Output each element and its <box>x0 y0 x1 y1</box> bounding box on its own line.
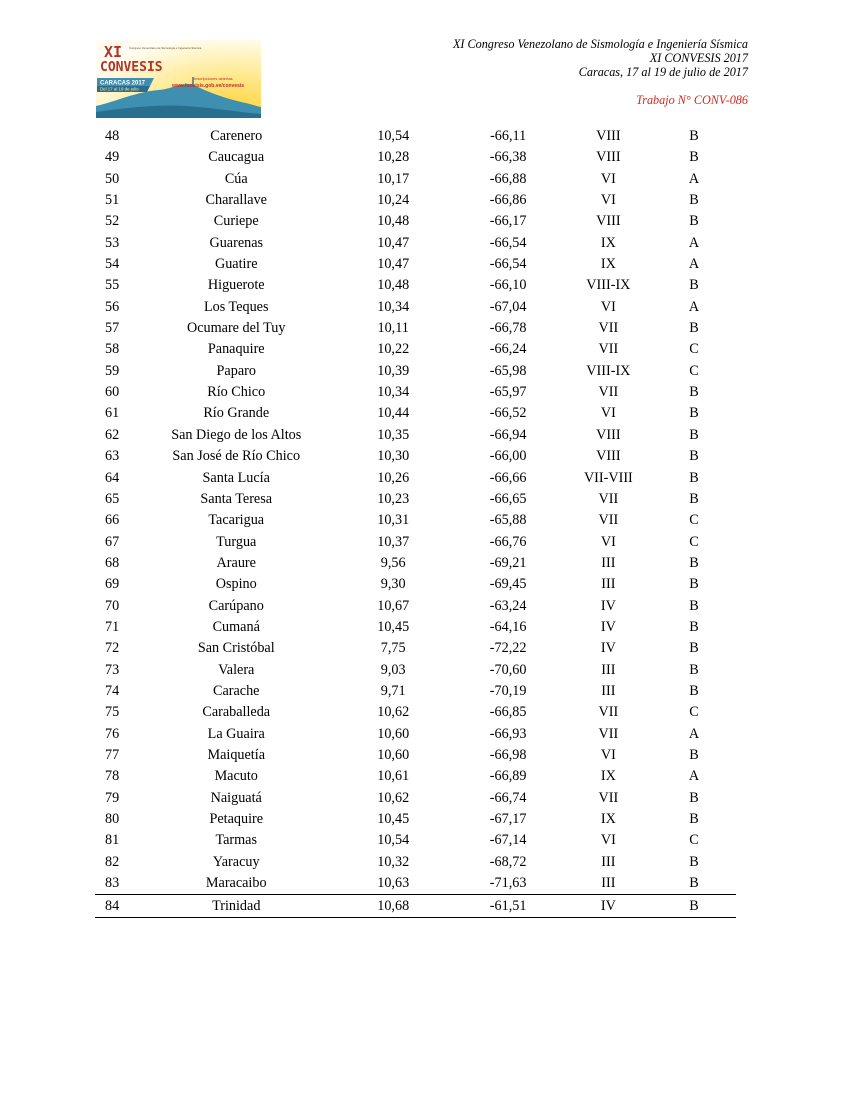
city-name-cell: Maracaibo <box>205 875 267 892</box>
logo-name: CONVESIS <box>100 60 163 75</box>
conference-title: XI Congreso Venezolano de Sismología e Ingeniería Sísmica <box>452 37 748 51</box>
class-cell: B <box>689 875 699 892</box>
intensity-cell: III <box>601 661 616 678</box>
class-cell: B <box>652 895 736 918</box>
latitude-cell: 10,54 <box>377 128 410 144</box>
class-cell: A <box>688 170 700 187</box>
intensity-cell: VII <box>598 490 619 507</box>
city-name-cell: Cumaná <box>212 618 260 635</box>
latitude-cell: 9,71 <box>380 682 406 699</box>
latitude-cell: 10,30 <box>377 448 410 465</box>
table-row <box>95 233 736 254</box>
row-number-cell: 80 <box>105 811 120 827</box>
logo-url: www.funvisis.gob.ve/convesis <box>172 83 245 89</box>
row-number-cell: 78 <box>105 768 120 785</box>
table-row <box>95 596 736 617</box>
conference-edition: XI CONVESIS 2017 <box>649 50 748 65</box>
city-name-cell: Curiepe <box>213 213 259 230</box>
latitude-cell: 10,47 <box>377 234 410 251</box>
latitude-cell: 10,67 <box>377 597 410 614</box>
row-number-cell: 67 <box>105 533 120 550</box>
intensity-cell: VI <box>600 298 616 315</box>
row-number-cell: 66 <box>105 512 120 529</box>
class-cell: B <box>689 789 699 806</box>
city-name-cell: Cúa <box>224 170 248 187</box>
longitude-cell: -61,51 <box>451 895 564 918</box>
longitude-cell: -66,54 <box>489 234 527 251</box>
longitude-cell: -67,04 <box>489 298 527 315</box>
latitude-cell: 10,17 <box>377 170 410 187</box>
class-cell: A <box>688 725 700 742</box>
latitude-cell: 9,03 <box>380 661 406 678</box>
latitude-cell: 10,22 <box>377 341 410 358</box>
intensity-cell: IX <box>600 768 616 785</box>
longitude-cell: -66,98 <box>489 746 527 763</box>
class-cell: B <box>689 320 699 337</box>
row-number-cell: 84 <box>95 895 138 918</box>
longitude-cell: -67,17 <box>489 811 527 827</box>
city-name-cell: Guarenas <box>209 234 264 251</box>
row-number-cell: 75 <box>105 704 120 721</box>
city-name-cell: San José de Río Chico <box>172 448 301 465</box>
table-row <box>95 190 736 211</box>
table-row <box>95 147 736 168</box>
document-header <box>453 38 748 108</box>
row-number-cell: 65 <box>105 490 120 507</box>
longitude-cell: -72,22 <box>489 640 527 657</box>
intensity-cell: IV <box>565 895 652 918</box>
row-number-cell: 63 <box>105 448 120 465</box>
longitude-cell: -66,66 <box>489 469 527 486</box>
latitude-cell: 10,68 <box>335 895 451 918</box>
class-cell: B <box>689 618 699 635</box>
table-row <box>95 788 736 809</box>
class-cell: B <box>689 661 699 678</box>
city-name-cell: Guatire <box>214 256 258 273</box>
city-name-cell: Macuto <box>214 768 258 785</box>
paper-number: Trabajo N° CONV-086 <box>636 93 748 108</box>
intensity-cell: VI <box>600 832 616 849</box>
class-cell: A <box>688 256 700 273</box>
class-cell: C <box>689 512 699 529</box>
intensity-cell: IV <box>600 618 616 635</box>
intensity-cell: III <box>601 853 616 870</box>
city-name-cell: Carúpano <box>208 597 264 614</box>
class-cell: A <box>688 234 700 251</box>
longitude-cell: -69,21 <box>489 554 527 571</box>
longitude-cell: -66,94 <box>489 426 527 443</box>
table-row <box>95 489 736 510</box>
class-cell: B <box>689 554 699 571</box>
longitude-cell: -66,93 <box>489 725 527 742</box>
latitude-cell: 10,39 <box>377 362 410 379</box>
city-name-cell: Tacarigua <box>208 512 265 529</box>
table-row <box>95 275 736 296</box>
intensity-cell: VII <box>598 725 619 742</box>
class-cell: C <box>689 362 699 379</box>
row-number-cell: 59 <box>105 362 120 379</box>
table-row <box>95 318 736 339</box>
latitude-cell: 10,44 <box>377 405 410 422</box>
convesis-logo <box>96 40 261 118</box>
table-row <box>95 852 736 873</box>
class-cell: B <box>689 128 699 144</box>
row-number-cell: 49 <box>105 149 120 166</box>
class-cell: A <box>688 298 700 315</box>
latitude-cell: 10,34 <box>377 298 410 315</box>
class-cell: B <box>689 490 699 507</box>
latitude-cell: 10,26 <box>377 469 410 486</box>
longitude-cell: -66,74 <box>489 789 527 806</box>
latitude-cell: 10,34 <box>377 384 410 401</box>
intensity-cell: IV <box>600 597 616 614</box>
city-name-cell: Carenero <box>210 128 263 144</box>
class-cell: B <box>689 405 699 422</box>
city-name-cell: Higuerote <box>207 277 265 294</box>
intensity-cell: VII <box>598 341 619 358</box>
table-row <box>95 681 736 702</box>
cities-table <box>95 126 736 918</box>
latitude-cell: 10,37 <box>377 533 410 550</box>
table-row <box>95 510 736 531</box>
row-number-cell: 57 <box>105 320 120 337</box>
logo-dates: Del 17 al 19 de julio <box>100 86 139 92</box>
intensity-cell: VII <box>598 320 619 337</box>
intensity-cell: VI <box>600 405 616 422</box>
table-row <box>95 297 736 318</box>
table-row <box>95 532 736 553</box>
table-row <box>95 403 736 424</box>
latitude-cell: 10,62 <box>377 704 410 721</box>
longitude-cell: -66,85 <box>489 704 527 721</box>
table-row <box>95 873 736 895</box>
intensity-cell: III <box>601 576 616 593</box>
table-row <box>95 339 736 360</box>
latitude-cell: 10,31 <box>377 512 410 529</box>
latitude-cell: 10,48 <box>377 277 410 294</box>
longitude-cell: -67,14 <box>489 832 527 849</box>
longitude-cell: -65,98 <box>489 362 527 379</box>
class-cell: C <box>689 341 699 358</box>
city-name-cell: Valera <box>218 661 255 678</box>
class-cell: B <box>689 853 699 870</box>
longitude-cell: -66,24 <box>489 341 527 358</box>
longitude-cell: -66,65 <box>489 490 527 507</box>
table-row <box>95 468 736 489</box>
table-row <box>95 382 736 403</box>
latitude-cell: 9,30 <box>380 576 406 593</box>
longitude-cell: -63,24 <box>489 597 527 614</box>
class-cell: B <box>689 277 699 294</box>
intensity-cell: III <box>601 875 616 892</box>
city-name-cell: Yaracuy <box>212 853 260 870</box>
intensity-cell: VII <box>598 512 619 529</box>
table-row <box>95 361 736 382</box>
city-name-cell: Araure <box>216 554 256 571</box>
longitude-cell: -66,52 <box>489 405 527 422</box>
latitude-cell: 9,56 <box>380 554 406 571</box>
intensity-cell: VII <box>598 704 619 721</box>
class-cell: B <box>689 576 699 593</box>
longitude-cell: -71,63 <box>489 875 527 892</box>
row-number-cell: 62 <box>105 426 120 443</box>
intensity-cell: VIII-IX <box>586 362 631 379</box>
intensity-cell: VIII <box>596 128 621 144</box>
row-number-cell: 55 <box>105 277 120 294</box>
class-cell: B <box>689 192 699 209</box>
latitude-cell: 10,63 <box>377 875 410 892</box>
table-row <box>95 660 736 681</box>
latitude-cell: 10,28 <box>377 149 410 166</box>
longitude-cell: -66,10 <box>489 277 527 294</box>
class-cell: B <box>689 746 699 763</box>
city-name-cell: Ospino <box>215 576 257 593</box>
city-name-cell: Paparo <box>216 362 256 379</box>
city-name-cell: Río Grande <box>203 405 270 422</box>
intensity-cell: VIII <box>596 213 621 230</box>
city-name-cell: Trinidad <box>138 895 335 918</box>
city-name-cell: La Guaira <box>207 725 265 742</box>
intensity-cell: VIII <box>596 149 621 166</box>
intensity-cell: III <box>601 682 616 699</box>
intensity-cell: VIII <box>596 448 621 465</box>
longitude-cell: -66,86 <box>489 192 527 209</box>
class-cell: B <box>689 811 699 827</box>
intensity-cell: VIII-IX <box>586 277 631 294</box>
table-row <box>95 574 736 595</box>
intensity-cell: VI <box>600 533 616 550</box>
table-row <box>95 638 736 659</box>
class-cell: B <box>689 149 699 166</box>
row-number-cell: 76 <box>105 725 120 742</box>
row-number-cell: 48 <box>105 128 120 144</box>
row-number-cell: 68 <box>105 554 120 571</box>
logo-registration: Inscripciones abiertas <box>194 76 233 81</box>
row-number-cell: 50 <box>105 170 120 187</box>
latitude-cell: 10,60 <box>377 725 410 742</box>
table-row <box>95 254 736 275</box>
city-name-cell: Santa Lucía <box>202 469 270 486</box>
conference-place-dates: Caracas, 17 al 19 de julio de 2017 <box>578 64 748 79</box>
longitude-cell: -66,78 <box>489 320 527 337</box>
class-cell: C <box>689 832 699 849</box>
class-cell: C <box>689 533 699 550</box>
row-number-cell: 73 <box>105 661 120 678</box>
row-number-cell: 58 <box>105 341 120 358</box>
city-name-cell: Santa Teresa <box>200 490 273 507</box>
row-number-cell: 53 <box>105 234 120 251</box>
city-name-cell: Petaquire <box>209 811 264 827</box>
latitude-cell: 10,54 <box>377 832 410 849</box>
city-name-cell: Carache <box>213 682 260 699</box>
logo-ribbon: CARACAS 2017 <box>100 80 146 87</box>
row-number-cell: 69 <box>105 576 120 593</box>
row-number-cell: 79 <box>105 789 120 806</box>
latitude-cell: 10,35 <box>377 426 410 443</box>
latitude-cell: 7,75 <box>380 640 406 657</box>
latitude-cell: 10,32 <box>377 853 410 870</box>
city-name-cell: Maiquetía <box>207 746 265 763</box>
city-name-cell: Charallave <box>205 192 267 209</box>
table-row <box>95 617 736 638</box>
intensity-cell: VII <box>598 789 619 806</box>
latitude-cell: 10,23 <box>377 490 410 507</box>
latitude-cell: 10,48 <box>377 213 410 230</box>
intensity-cell: VI <box>600 192 616 209</box>
table-row <box>95 766 736 787</box>
longitude-cell: -69,45 <box>489 576 527 593</box>
table-row <box>95 809 736 830</box>
class-cell: A <box>688 768 700 785</box>
table-row <box>95 724 736 745</box>
class-cell: B <box>689 597 699 614</box>
city-name-cell: Tarmas <box>215 832 258 849</box>
class-cell: B <box>689 640 699 657</box>
table-row <box>95 126 736 147</box>
table-row <box>95 702 736 723</box>
longitude-cell: -66,38 <box>489 149 527 166</box>
class-cell: B <box>689 213 699 230</box>
city-name-cell: Panaquire <box>207 341 265 358</box>
logo-subtitle: Congreso Venezolano de Sismología e Ingeniería Sísmica <box>129 46 202 50</box>
logo-roman: XI <box>104 43 123 61</box>
row-number-cell: 71 <box>105 618 120 635</box>
class-cell: C <box>689 704 699 721</box>
row-number-cell: 74 <box>105 682 120 699</box>
latitude-cell: 10,11 <box>377 320 409 337</box>
class-cell: B <box>689 384 699 401</box>
longitude-cell: -70,19 <box>489 682 527 699</box>
intensity-cell: VII-VIII <box>583 469 633 486</box>
longitude-cell: -70,60 <box>489 661 527 678</box>
latitude-cell: 10,24 <box>377 192 410 209</box>
intensity-cell: VI <box>600 170 616 187</box>
city-name-cell: Ocumare del Tuy <box>186 320 286 337</box>
city-name-cell: Los Teques <box>203 298 269 315</box>
longitude-cell: -65,88 <box>489 512 527 529</box>
intensity-cell: IV <box>600 640 616 657</box>
intensity-cell: III <box>601 554 616 571</box>
longitude-cell: -64,16 <box>489 618 527 635</box>
longitude-cell: -65,97 <box>489 384 527 401</box>
table-row <box>95 895 736 918</box>
longitude-cell: -66,17 <box>489 213 527 230</box>
latitude-cell: 10,60 <box>377 746 410 763</box>
class-cell: B <box>689 682 699 699</box>
row-number-cell: 83 <box>105 875 120 892</box>
longitude-cell: -66,54 <box>489 256 527 273</box>
table-row <box>95 169 736 190</box>
row-number-cell: 64 <box>105 469 120 486</box>
table-row <box>95 830 736 851</box>
latitude-cell: 10,45 <box>377 618 410 635</box>
table-row <box>95 446 736 467</box>
table-row <box>95 211 736 232</box>
city-name-cell: San Cristóbal <box>197 640 275 657</box>
row-number-cell: 77 <box>105 746 120 763</box>
intensity-cell: VI <box>600 746 616 763</box>
longitude-cell: -66,88 <box>489 170 527 187</box>
latitude-cell: 10,47 <box>377 256 410 273</box>
longitude-cell: -66,89 <box>489 768 527 785</box>
row-number-cell: 56 <box>105 298 120 315</box>
row-number-cell: 72 <box>105 640 120 657</box>
city-name-cell: Caraballeda <box>202 704 271 721</box>
longitude-cell: -66,76 <box>489 533 527 550</box>
table-row <box>95 745 736 766</box>
longitude-cell: -66,00 <box>489 448 527 465</box>
row-number-cell: 82 <box>105 853 120 870</box>
table-row <box>95 553 736 574</box>
intensity-cell: VII <box>598 384 619 401</box>
table-row <box>95 425 736 446</box>
row-number-cell: 54 <box>105 256 120 273</box>
city-name-cell: Caucagua <box>208 149 265 166</box>
latitude-cell: 10,45 <box>377 811 410 827</box>
longitude-cell: -68,72 <box>489 853 527 870</box>
longitude-cell: -66,11 <box>490 128 527 144</box>
city-name-cell: Turgua <box>216 533 257 550</box>
class-cell: B <box>689 426 699 443</box>
latitude-cell: 10,62 <box>377 789 410 806</box>
intensity-cell: IX <box>600 811 616 827</box>
cities-table-body <box>95 126 736 918</box>
class-cell: B <box>689 448 699 465</box>
intensity-cell: IX <box>600 234 616 251</box>
row-number-cell: 61 <box>105 405 120 422</box>
city-name-cell: San Diego de los Altos <box>171 426 302 443</box>
class-cell: B <box>689 469 699 486</box>
city-name-cell: Naiguatá <box>210 789 262 806</box>
row-number-cell: 52 <box>105 213 120 230</box>
city-name-cell: Río Chico <box>207 384 266 401</box>
row-number-cell: 51 <box>105 192 120 209</box>
row-number-cell: 81 <box>105 832 120 849</box>
intensity-cell: VIII <box>596 426 621 443</box>
intensity-cell: IX <box>600 256 616 273</box>
row-number-cell: 60 <box>105 384 120 401</box>
row-number-cell: 70 <box>105 597 120 614</box>
latitude-cell: 10,61 <box>377 768 410 785</box>
